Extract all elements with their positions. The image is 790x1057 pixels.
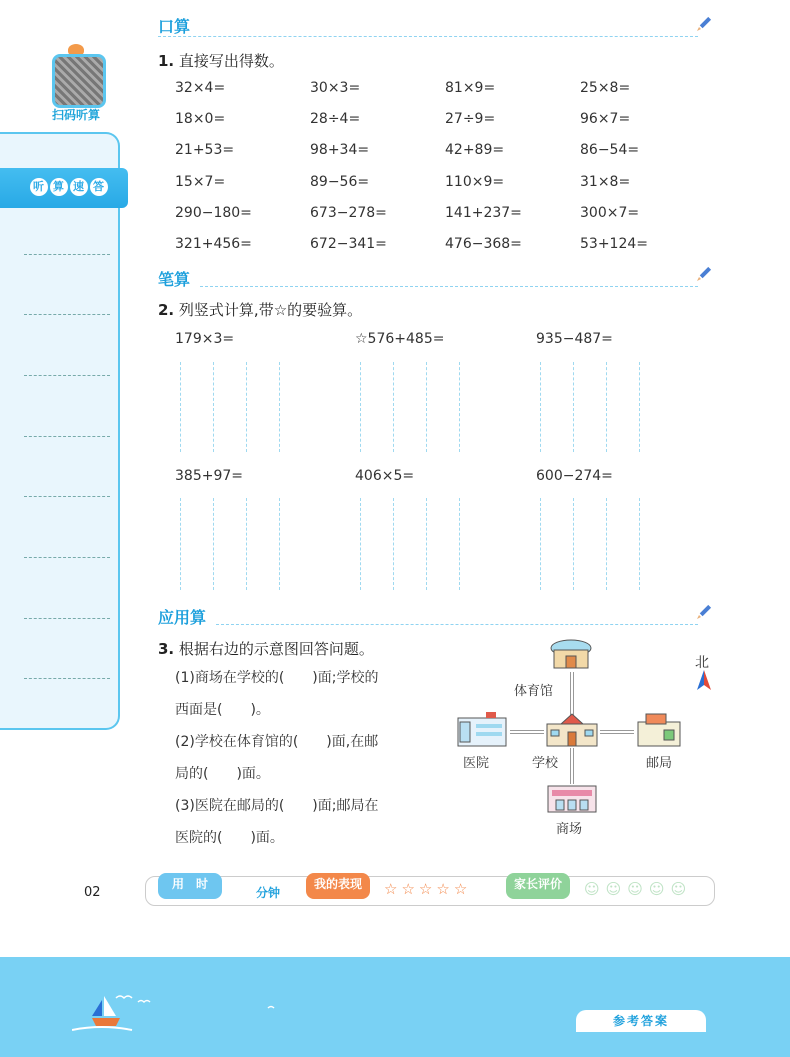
- side-panel: [0, 132, 120, 730]
- work-guide-line: [606, 498, 607, 590]
- oral-problem: 31×8=: [580, 174, 631, 190]
- question-text: 列竖式计算,带☆的要验算。: [178, 301, 363, 319]
- section-title-written: 笔算: [158, 270, 191, 289]
- written-problem: 179×3=: [175, 331, 235, 347]
- smiley-icon[interactable]: ☺: [605, 880, 628, 898]
- answer-line-text: (1)商场在学校的( )面;学校的: [175, 670, 379, 686]
- question-3-body: [175, 662, 378, 854]
- side-tab-label: [30, 178, 110, 196]
- answer-line[interactable]: [24, 678, 110, 679]
- section-divider: [158, 36, 698, 37]
- section-title-applied: 应用算: [158, 608, 207, 627]
- section-title-oral: 口算: [158, 17, 191, 36]
- answer-line[interactable]: [24, 496, 110, 497]
- gym-building-icon: [548, 638, 594, 672]
- oral-problem: 89−56=: [310, 174, 370, 190]
- qr-label: 扫码听算: [51, 108, 100, 122]
- oral-problem: 98+34=: [310, 142, 370, 158]
- page-number: 02: [84, 885, 101, 900]
- map-label-gym: 体育馆: [514, 684, 554, 699]
- question-2: [158, 299, 362, 320]
- oral-problem: 672−341=: [310, 236, 387, 252]
- written-problem: 600−274=: [536, 468, 613, 484]
- oral-problem: 673−278=: [310, 205, 387, 221]
- work-guide-line: [180, 498, 181, 590]
- north-label: 北: [695, 655, 709, 671]
- oral-problem: 42+89=: [445, 142, 505, 158]
- question-number: 2.: [158, 301, 175, 319]
- qr-code-image: [52, 54, 106, 108]
- work-guide-line: [459, 362, 460, 452]
- work-guide-line: [279, 498, 280, 590]
- answer-line[interactable]: [24, 557, 110, 558]
- map-label-hospital: 医院: [463, 756, 490, 771]
- work-guide-line: [639, 498, 640, 590]
- work-guide-line: [246, 498, 247, 590]
- oral-problem: 27÷9=: [445, 111, 496, 127]
- question-text: 根据右边的示意图回答问题。: [178, 640, 374, 658]
- work-guide-line: [540, 498, 541, 590]
- oral-problem: 81×9=: [445, 80, 496, 96]
- work-guide-line: [459, 498, 460, 590]
- work-guide-line: [426, 362, 427, 452]
- work-guide-line: [573, 498, 574, 590]
- work-guide-line: [393, 362, 394, 452]
- question-number: 3.: [158, 640, 175, 658]
- written-problem: 935−487=: [536, 331, 613, 347]
- smiley-icon[interactable]: ☺: [627, 880, 649, 898]
- work-guide-line: [360, 362, 361, 452]
- work-guide-line: [246, 362, 247, 452]
- oral-problem: 290−180=: [175, 205, 252, 221]
- work-guide-line: [393, 498, 394, 590]
- star-icon[interactable]: ☆: [384, 880, 402, 898]
- answer-line[interactable]: [24, 314, 110, 315]
- work-guide-line: [180, 362, 181, 452]
- oral-problem: 18×0=: [175, 111, 226, 127]
- parent-label: 家长评价: [506, 873, 570, 899]
- answer-line[interactable]: [24, 436, 110, 437]
- written-problem: 385+97=: [175, 468, 243, 484]
- road-east: [600, 730, 634, 734]
- oral-problem: 141+237=: [445, 205, 522, 221]
- answer-line-text: 西面是( )。: [175, 702, 270, 718]
- star-icon[interactable]: ☆: [436, 880, 454, 898]
- oral-problem: 110×9=: [445, 174, 505, 190]
- face-rating[interactable]: [584, 880, 692, 898]
- oral-problem: 21+53=: [175, 142, 235, 158]
- work-guide-line: [606, 362, 607, 452]
- performance-label: 我的表现: [306, 873, 370, 899]
- map-label-school: 学校: [532, 756, 559, 771]
- north-arrow-icon: [697, 670, 711, 690]
- answer-line-text: 局的( )面。: [175, 766, 270, 782]
- tab-char: 答: [90, 178, 108, 196]
- school-building-icon: [543, 712, 601, 748]
- tab-char: 听: [30, 178, 48, 196]
- oral-problem: 15×7=: [175, 174, 226, 190]
- tab-char: 速: [70, 178, 88, 196]
- oral-problem: 476−368=: [445, 236, 522, 252]
- sailboat-decoration: [72, 990, 292, 1034]
- tab-char: 算: [50, 178, 68, 196]
- answer-line-text: 医院的( )面。: [175, 830, 284, 846]
- oral-problem: 32×4=: [175, 80, 226, 96]
- road-south: [570, 748, 574, 784]
- answer-line-text: (3)医院在邮局的( )面;邮局在: [175, 798, 379, 814]
- smiley-icon[interactable]: ☺: [670, 880, 693, 898]
- work-guide-line: [279, 362, 280, 452]
- time-label: 用 时: [158, 873, 222, 899]
- smiley-icon[interactable]: ☺: [584, 880, 606, 898]
- section-divider: [200, 286, 698, 287]
- oral-problem: 96×7=: [580, 111, 631, 127]
- written-problem: 406×5=: [355, 468, 415, 484]
- work-guide-line: [213, 362, 214, 452]
- star-rating[interactable]: [384, 880, 471, 898]
- oral-problem: 28÷4=: [310, 111, 361, 127]
- pencil-icon: [696, 266, 712, 282]
- star-icon[interactable]: ☆: [418, 880, 437, 898]
- work-guide-line: [360, 498, 361, 590]
- map-label-mall: 商场: [556, 822, 583, 837]
- answer-line[interactable]: [24, 375, 110, 376]
- oral-problem: 30×3=: [310, 80, 361, 96]
- pencil-icon: [696, 16, 712, 32]
- work-guide-line: [540, 362, 541, 452]
- work-guide-line: [213, 498, 214, 590]
- question-3: [158, 638, 374, 659]
- mall-building-icon: [546, 782, 598, 814]
- question-text: 直接写出得数。: [178, 52, 284, 70]
- oral-problem: 86−54=: [580, 142, 640, 158]
- minutes-label: 分钟: [256, 886, 281, 900]
- pencil-icon: [696, 604, 712, 620]
- work-guide-line: [639, 362, 640, 452]
- oral-problem: 321+456=: [175, 236, 252, 252]
- written-problem: ☆576+485=: [355, 331, 445, 347]
- qr-code-block[interactable]: [44, 44, 108, 120]
- map-label-post: 邮局: [646, 756, 673, 771]
- work-guide-line: [426, 498, 427, 590]
- star-icon[interactable]: ☆: [453, 880, 472, 898]
- answer-line-text: (2)学校在体育馆的( )面,在邮: [175, 734, 379, 750]
- smiley-icon[interactable]: ☺: [648, 880, 671, 898]
- answer-line[interactable]: [24, 618, 110, 619]
- post-office-icon: [636, 712, 682, 748]
- question-1: [158, 50, 284, 71]
- section-divider: [216, 624, 698, 625]
- road-west: [510, 730, 544, 734]
- oral-problem: 25×8=: [580, 80, 631, 96]
- work-guide-line: [573, 362, 574, 452]
- answer-line[interactable]: [24, 254, 110, 255]
- oral-problem: 53+124=: [580, 236, 648, 252]
- question-number: 1.: [158, 52, 175, 70]
- hospital-building-icon: [456, 712, 508, 748]
- star-icon[interactable]: ☆: [401, 880, 419, 898]
- answer-key-button[interactable]: 参考答案: [576, 1010, 706, 1032]
- oral-problem: 300×7=: [580, 205, 640, 221]
